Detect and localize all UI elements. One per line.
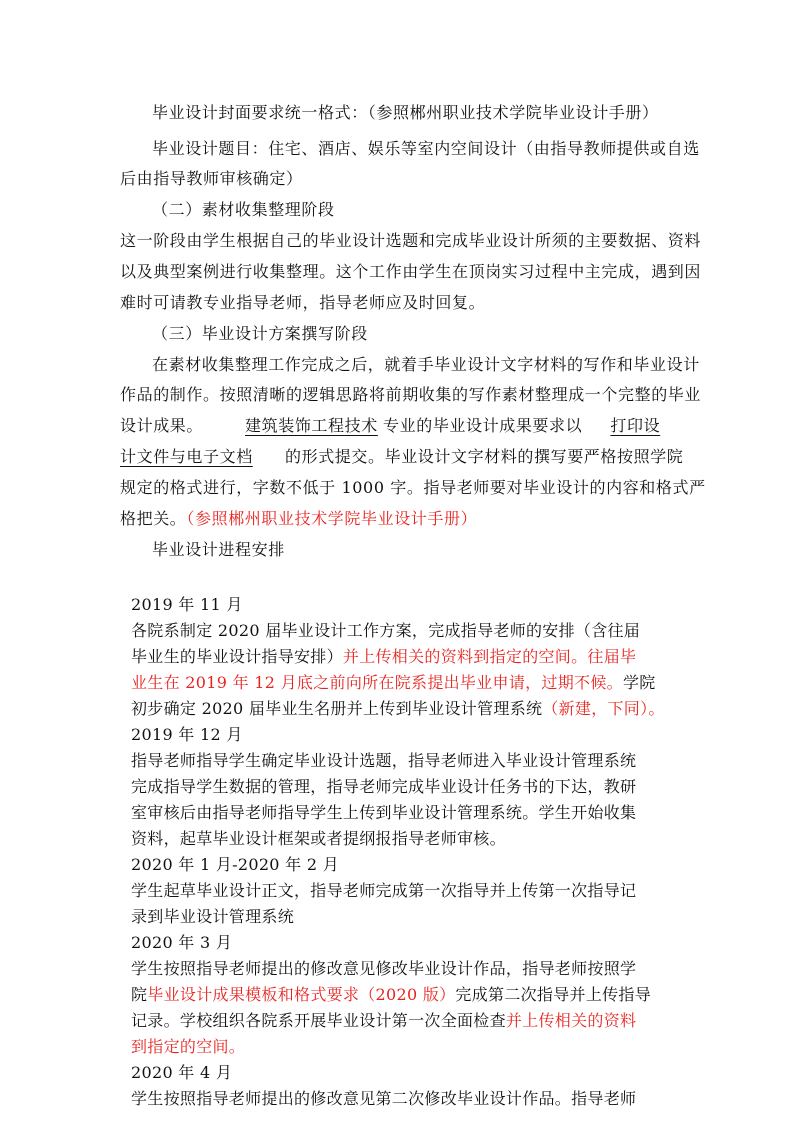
entry4-text-a: 院: [131, 985, 148, 1004]
schedule-entry-3-line-2: 录到毕业设计管理系统: [131, 907, 295, 926]
entry4-text-c: 记录。学校组织各院系开展毕业设计第一次全面检查: [131, 1011, 506, 1030]
schedule-title: 毕业设计进程安排: [152, 540, 285, 559]
section3-line-4: [120, 442, 683, 471]
schedule-date-4: 2020 年 3 月: [131, 933, 233, 952]
entry1-red-note: （新建，下同）。: [542, 699, 665, 718]
section2-line-3: 难时可请教专业指导老师，指导老师应及时回复。: [120, 293, 486, 312]
cover-format-line: 毕业设计封面要求统一格式：（参照郴州职业技术学院毕业设计手册）: [152, 103, 659, 122]
schedule-entry-4-line-1: 学生按照指导老师提出的修改意见修改毕业设计作品，指导老师按照学: [131, 959, 637, 978]
schedule-entry-4-line-3: [131, 1008, 636, 1034]
section3-line-6: [120, 504, 477, 533]
section2-line-2: 以及典型案例进行收集整理。这个工作由学生在顶岗实习过程中主完成，遇到因: [120, 262, 702, 281]
schedule-date-1: 2019 年 11 月: [131, 595, 243, 614]
entry4-red-upload: 并上传相关的资料: [505, 1011, 637, 1030]
schedule-entry-1-line-4: [131, 696, 665, 722]
schedule-date-3: 2020 年 1 月-2020 年 2 月: [131, 855, 340, 874]
entry1-red-text: 并上传相关的资料到指定的空间。往届毕: [342, 647, 637, 666]
schedule-entry-1-line-2: [131, 644, 636, 670]
section3-heading: （三）毕业设计方案撰写阶段: [152, 324, 368, 343]
schedule-entry-5-line-1: 学生按照指导老师提出的修改意见第二次修改毕业设计作品。指导老师: [131, 1089, 637, 1108]
schedule-entry-4-line-4: 到指定的空间。: [131, 1037, 246, 1056]
entry1-text-c: 初步确定 2020 届毕业生名册并上传到毕业设计管理系统: [131, 699, 543, 718]
schedule-entry-3-line-1: 学生起草毕业设计正文，指导老师完成第一次指导并上传第一次指导记: [131, 881, 637, 900]
entry4-red-template: 毕业设计成果模板和格式要求（2020 版）: [147, 985, 456, 1004]
line6-text: 格把关。: [120, 509, 187, 528]
topic-line-2: 后由指导教师审核确定）: [120, 169, 303, 188]
line6-red-reference: （参照郴州职业技术学院毕业设计手册）: [186, 509, 478, 528]
entry1-text: 毕业生的毕业设计指导安排）: [131, 647, 343, 666]
section2-line-1: 这一阶段由学生根据自己的毕业设计选题和完成毕业设计所须的主要数据、资料: [120, 231, 702, 250]
schedule-entry-2-line-4: 资料，起草毕业设计框架或者提纲报指导老师审核。: [131, 829, 506, 848]
major-blank: 建筑装饰工程技术: [245, 416, 378, 435]
line3-prefix: 设计成果。: [120, 416, 204, 435]
entry1-text-b: 学院: [622, 673, 656, 692]
schedule-date-2: 2019 年 12 月: [131, 725, 243, 744]
schedule-entry-2-line-3: 室审核后由指导老师指导学生上传到毕业设计管理系统。学生开始收集: [131, 803, 637, 822]
section3-line-3: [120, 411, 660, 440]
topic-line-1: 毕业设计题目：住宅、酒店、娱乐等室内空间设计（由指导教师提供或自选: [152, 139, 700, 158]
section2-heading: （二）素材收集整理阶段: [152, 200, 335, 219]
section3-line-5: 规定的格式进行，字数不低于 1000 字。指导老师要对毕业设计的内容和格式严: [120, 478, 706, 497]
entry4-text-b: 完成第二次指导并上传指导: [455, 985, 652, 1004]
schedule-entry-1-line-3: [131, 670, 656, 696]
schedule-entry-4-line-2: [131, 982, 651, 1008]
entry1-red-deadline: 业生在 2019 年 12 月底之前向所在院系提出毕业申请，过期不候。: [131, 673, 623, 692]
schedule-entry-1-line-1: 各院系制定 2020 届毕业设计工作方案，完成指导老师的安排（含往届: [131, 621, 641, 640]
schedule-date-5: 2020 年 4 月: [131, 1063, 233, 1082]
line4-rest: 的形式提交。毕业设计文字材料的撰写要严格按照学院: [285, 447, 684, 466]
line3-middle: 专业的毕业设计成果要求以: [383, 416, 583, 435]
section3-line-2: 作品的制作。按照清晰的逻辑思路将前期收集的写作素材整理成一个完整的毕业: [120, 385, 702, 404]
schedule-entry-2-line-1: 指导老师指导学生确定毕业设计选题，指导老师进入毕业设计管理系统: [131, 751, 637, 770]
schedule-entry-2-line-2: 完成指导学生数据的管理，指导老师完成毕业设计任务书的下达，教研: [131, 777, 637, 796]
format-blank-end: 计文件与电子文档: [120, 447, 253, 466]
section3-line-1: 在素材收集整理工作完成之后，就着手毕业设计文字材料的写作和毕业设计: [152, 355, 700, 374]
format-blank-start: 打印设: [610, 416, 661, 435]
